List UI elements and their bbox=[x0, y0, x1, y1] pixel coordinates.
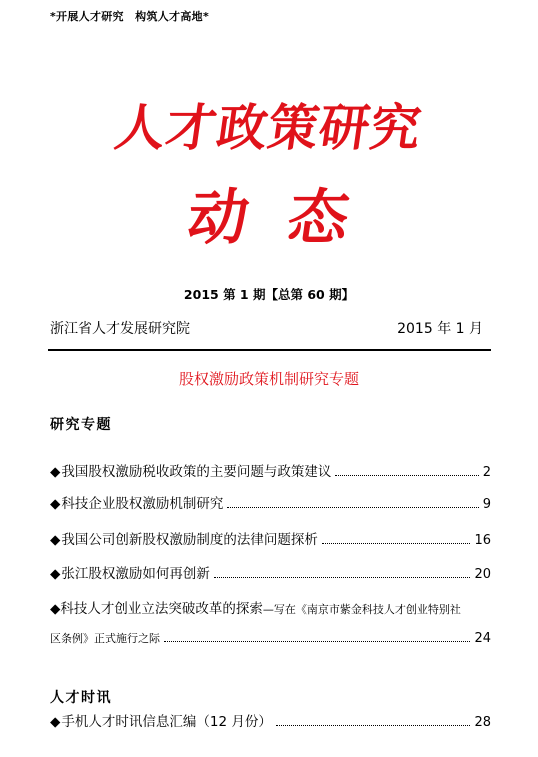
publication-title: 人才政策研究 bbox=[111, 98, 426, 157]
dot-leader bbox=[322, 535, 471, 544]
header-slogan: *开展人才研究 构筑人才高地* bbox=[50, 10, 210, 23]
diamond-bullet-icon: ◆ bbox=[50, 601, 61, 617]
header-divider bbox=[48, 349, 491, 351]
toc-entry-title: 我国股权激励税收政策的主要问题与政策建议 bbox=[61, 464, 332, 480]
diamond-bullet-icon: ◆ bbox=[50, 496, 61, 512]
diamond-bullet-icon: ◆ bbox=[50, 566, 61, 582]
toc-entry-title: 科技人才创业立法突破改革的探索 bbox=[60, 601, 263, 617]
section-heading-news: 人才时讯 bbox=[50, 690, 112, 706]
section-heading-research: 研究专题 bbox=[50, 417, 112, 433]
toc-entry-first-line[interactable] bbox=[50, 597, 491, 617]
publisher-name: 浙江省人才发展研究院 bbox=[50, 321, 190, 337]
toc-entry-page: 9 bbox=[482, 497, 491, 512]
dot-leader bbox=[164, 633, 470, 642]
toc-entry-page: 20 bbox=[474, 567, 491, 582]
dot-leader bbox=[214, 569, 471, 578]
dot-leader bbox=[276, 717, 471, 726]
dot-leader bbox=[335, 467, 478, 476]
toc-entry[interactable] bbox=[50, 490, 491, 512]
toc-entry-title: 科技企业股权激励机制研究 bbox=[61, 496, 224, 512]
diamond-bullet-icon: ◆ bbox=[50, 532, 61, 548]
toc-entry[interactable] bbox=[50, 708, 491, 730]
toc-entry-page: 24 bbox=[474, 631, 491, 646]
publication-subtitle: 动态 bbox=[183, 183, 394, 253]
toc-entry-page: 16 bbox=[474, 533, 491, 548]
toc-entry[interactable] bbox=[50, 526, 491, 548]
diamond-bullet-icon: ◆ bbox=[50, 714, 61, 730]
toc-entry-subtitle-cont: 区条例》正式施行之际 bbox=[50, 632, 160, 645]
toc-entry-title: 我国公司创新股权激励制度的法律问题探析 bbox=[61, 532, 318, 548]
feature-title: 股权激励政策机制研究专题 bbox=[178, 370, 359, 388]
toc-entry-title: 手机人才时讯信息汇编（12 月份） bbox=[61, 714, 272, 730]
toc-entry[interactable] bbox=[50, 624, 491, 646]
toc-entry[interactable] bbox=[50, 560, 491, 582]
toc-entry[interactable] bbox=[50, 458, 491, 480]
toc-entry-page: 28 bbox=[474, 715, 491, 730]
toc-entry-title: 张江股权激励如何再创新 bbox=[61, 566, 210, 582]
publish-date: 2015 年 1 月 bbox=[397, 321, 483, 337]
toc-entry-subtitle: —写在《南京市紫金科技人才创业特别社 bbox=[262, 603, 461, 616]
dot-leader bbox=[227, 499, 478, 508]
issue-number: 2015 第 1 期【总第 60 期】 bbox=[183, 287, 355, 302]
toc-entry-page: 2 bbox=[482, 465, 491, 480]
diamond-bullet-icon: ◆ bbox=[50, 464, 61, 480]
